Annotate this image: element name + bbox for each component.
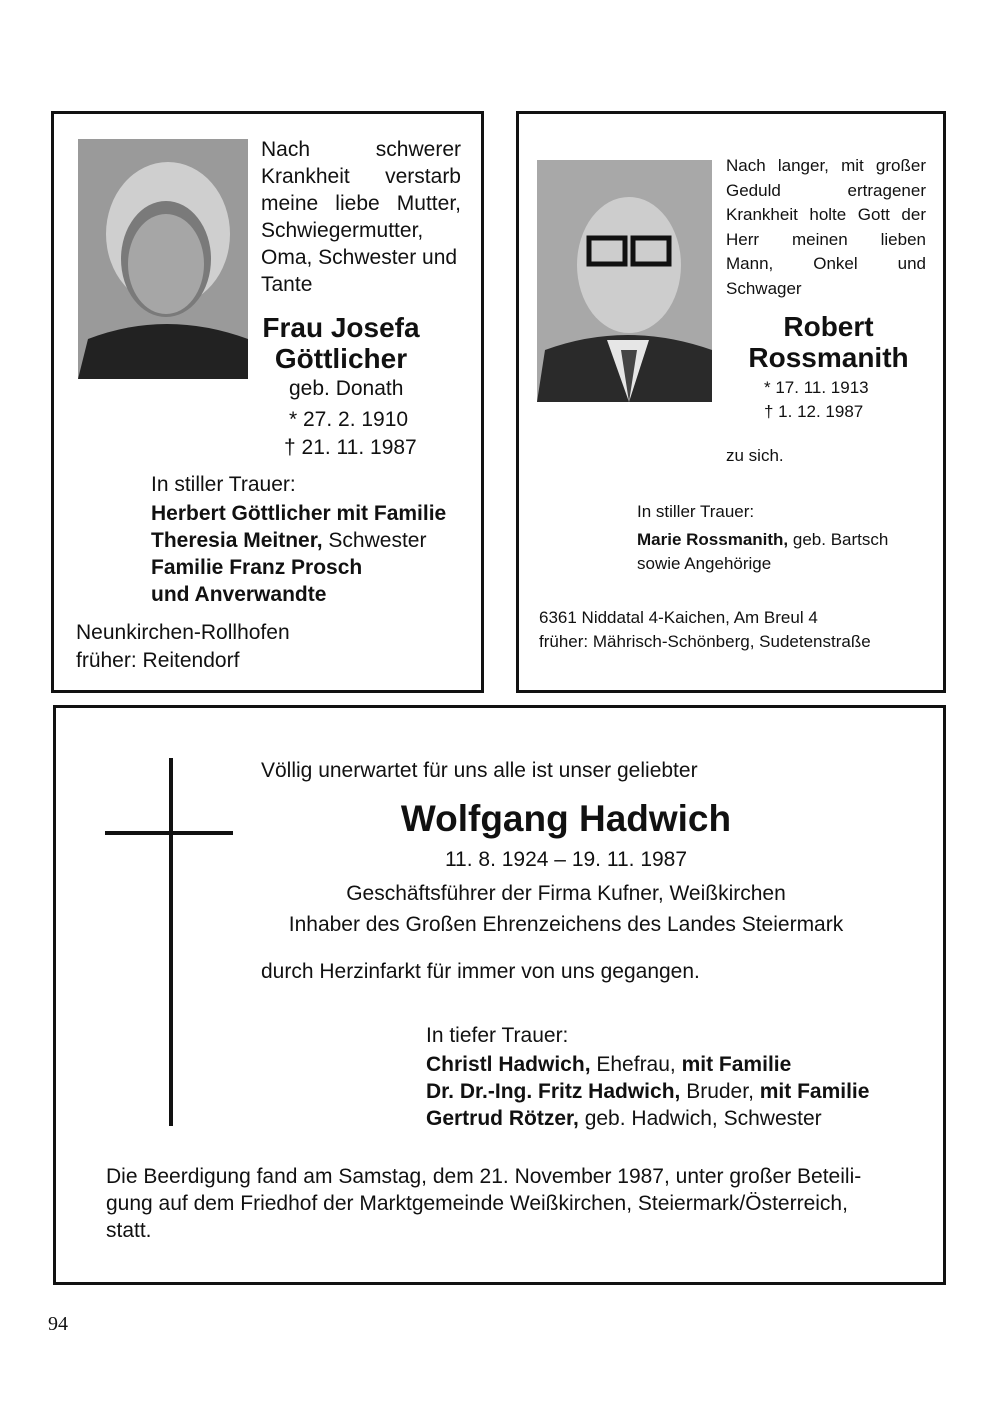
mourner-name: und Anverwandte — [151, 583, 327, 606]
mourner-line — [151, 500, 481, 527]
intro-line: Nach langer, mit großer — [726, 156, 926, 175]
portrait-photo-josefa-gottlicher — [78, 139, 248, 379]
role-line: Geschäftsführer der Firma Kufner, Weißkirchen — [346, 882, 786, 905]
relatives-line: sowie Angehörige — [637, 554, 772, 573]
mourner-line — [151, 581, 481, 608]
mourner-relation: Ehefrau, — [590, 1053, 682, 1076]
deceased-name — [731, 311, 926, 373]
mourner-family: mit Familie — [681, 1053, 792, 1076]
mourner-name: Dr. Dr.-Ing. Fritz Hadwich, — [426, 1080, 681, 1103]
deceased-name-line2: Göttlicher — [274, 343, 408, 374]
address-line: 6361 Niddatal 4-Kaichen, Am Breul 4 — [539, 608, 818, 627]
intro-line: Krankheit verstarb — [261, 165, 461, 188]
intro-line: Geduld ertragener — [726, 180, 926, 200]
deceased-name-line1: Robert — [783, 311, 874, 342]
mourners-list — [426, 1051, 926, 1132]
mourner-line — [637, 528, 888, 553]
life-dates: 11. 8. 1924 – 19. 11. 1987 — [444, 848, 688, 871]
mourner-line — [151, 527, 481, 554]
birth-date: * 27. 2. 1910 — [289, 408, 409, 431]
intro-text — [261, 136, 461, 298]
notice-hadwich — [53, 705, 946, 1285]
intro-text: Völlig unerwartet für uns alle ist unser geliebter — [261, 759, 698, 782]
intro-text — [726, 154, 926, 301]
intro-line: Tante — [261, 273, 313, 296]
deceased-name: Wolfgang Hadwich — [400, 798, 732, 839]
mourner-name: Gertrud Rötzer, — [426, 1107, 579, 1130]
former-place: früher: Reitendorf — [76, 649, 240, 672]
mourner-name: Familie Franz Prosch — [151, 556, 363, 579]
deceased-name — [261, 312, 421, 374]
mourner-relation: geb. Bartsch — [788, 530, 889, 549]
intro-line: Herr meinen lieben — [726, 229, 926, 249]
mourners-list — [151, 500, 481, 608]
closing-text: zu sich. — [726, 446, 784, 465]
mourning-label: In stiller Trauer: — [637, 502, 755, 521]
notice-gottlicher — [51, 111, 484, 693]
death-date: † 21. 11. 1987 — [284, 436, 417, 459]
intro-line: Oma, Schwester und — [261, 246, 458, 269]
mourner-relation: Bruder, — [680, 1080, 760, 1103]
mourner-line — [426, 1051, 926, 1078]
funeral-paragraph — [106, 1163, 906, 1244]
intro-line: Schwiegermutter, — [261, 219, 424, 242]
funeral-line: Die Beerdigung fand am Samstag, dem 21. November 1987, unter großer Beteili- — [106, 1165, 862, 1188]
cause-line: durch Herzinfarkt für immer von uns gegangen. — [261, 960, 700, 983]
mourner-line — [151, 554, 481, 581]
page-number: 94 — [48, 1313, 68, 1335]
former-address-line: früher: Mährisch-Schönberg, Sudetenstraße — [539, 632, 871, 651]
intro-line: Mann, Onkel und — [726, 254, 926, 273]
mourner-name: Herbert Göttlicher mit Familie — [151, 502, 447, 525]
mourner-name: Marie Rossmanith, — [637, 530, 789, 549]
mourner-name: Theresia Meitner, — [151, 529, 323, 552]
intro-line: Nach schwerer — [261, 138, 461, 161]
intro-line: meine liebe Mutter, — [261, 192, 461, 215]
death-date: † 1. 12. 1987 — [764, 402, 864, 421]
notice-rossmanith — [516, 111, 946, 693]
mourner-relation: geb. Hadwich, Schwester — [578, 1107, 822, 1130]
birth-date: * 17. 11. 1913 — [764, 378, 869, 397]
cross-symbol-vertical — [169, 758, 173, 1126]
mourning-label: In stiller Trauer: — [151, 473, 296, 496]
mourner-name: Christl Hadwich, — [426, 1053, 591, 1076]
intro-line: Schwager — [726, 278, 802, 298]
honor-line: Inhaber des Großen Ehrenzeichens des Landes Steiermark — [288, 913, 844, 936]
place-of-residence: Neunkirchen-Rollhofen — [76, 621, 290, 644]
mourner-relation: Schwester — [322, 529, 427, 552]
portrait-photo-robert-rossmanith — [537, 160, 712, 402]
mourner-family: mit Familie — [759, 1080, 870, 1103]
intro-line: Krankheit holte Gott der — [726, 205, 926, 224]
birth-name: geb. Donath — [289, 377, 404, 400]
funeral-line: statt. — [106, 1219, 152, 1242]
cross-symbol-horizontal — [105, 831, 233, 835]
mourning-label: In tiefer Trauer: — [426, 1024, 569, 1047]
mourner-line — [426, 1078, 926, 1105]
deceased-name-line1: Frau Josefa — [262, 312, 420, 343]
deceased-name-line2: Rossmanith — [748, 342, 909, 373]
mourner-line — [426, 1105, 926, 1132]
funeral-line: gung auf dem Friedhof der Marktgemeinde Weißkirchen, Steiermark/Österreich, — [106, 1192, 848, 1215]
